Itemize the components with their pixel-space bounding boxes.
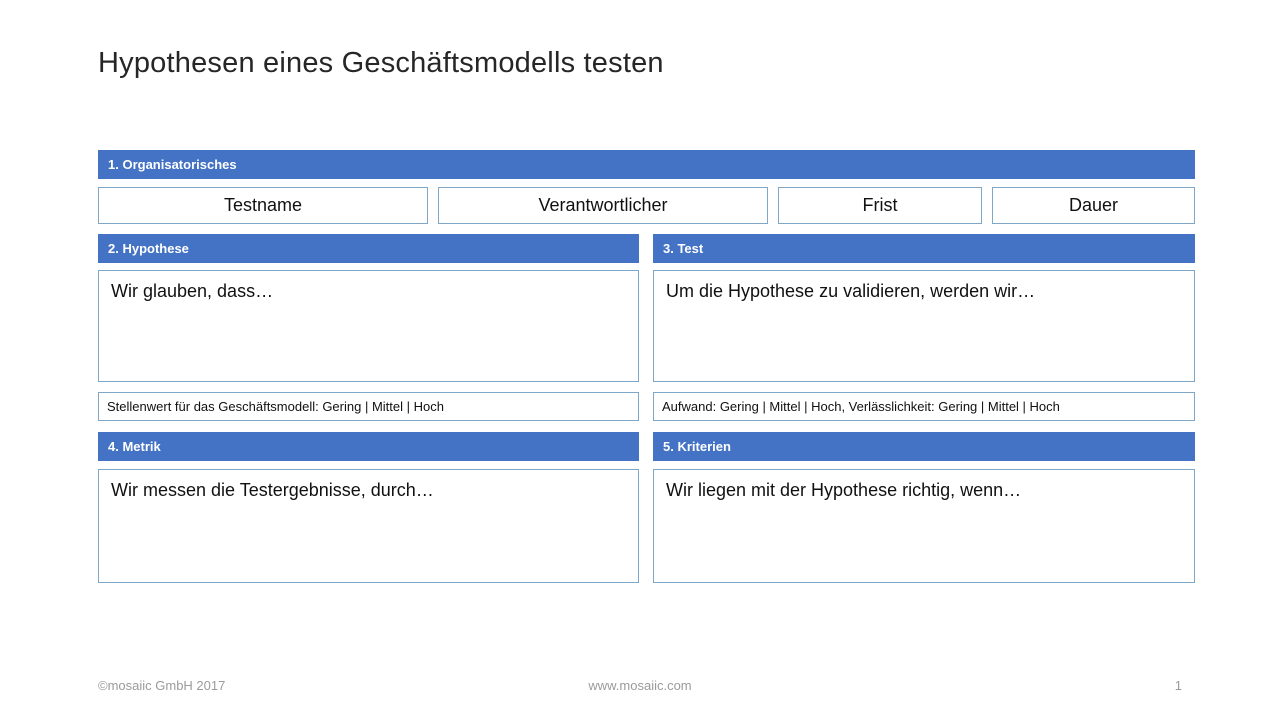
hypothese-body-box[interactable]: Wir glauben, dass… — [98, 270, 639, 382]
footer-website: www.mosaiic.com — [588, 678, 692, 693]
section-header-organisatorisches: 1. Organisatorisches — [98, 150, 1195, 179]
field-frist[interactable]: Frist — [778, 187, 982, 224]
kriterien-body-box[interactable]: Wir liegen mit der Hypothese richtig, wenn… — [653, 469, 1195, 583]
hypothese-note-box[interactable]: Stellenwert für das Geschäftsmodell: Gering | Mittel | Hoch — [98, 392, 639, 421]
footer-page-number: 1 — [1174, 678, 1182, 693]
section-header-kriterien: 5. Kriterien — [653, 432, 1195, 461]
field-dauer[interactable]: Dauer — [992, 187, 1195, 224]
section-header-test: 3. Test — [653, 234, 1195, 263]
metrik-body-box[interactable]: Wir messen die Testergebnisse, durch… — [98, 469, 639, 583]
test-body-box[interactable]: Um die Hypothese zu validieren, werden wir… — [653, 270, 1195, 382]
section-header-metrik: 4. Metrik — [98, 432, 639, 461]
footer-copyright: ©mosaiic GmbH 2017 — [98, 678, 226, 693]
field-verantwortlicher[interactable]: Verantwortlicher — [438, 187, 768, 224]
section-header-hypothese: 2. Hypothese — [98, 234, 639, 263]
test-note-box[interactable]: Aufwand: Gering | Mittel | Hoch, Verlässlichkeit: Gering | Mittel | Hoch — [653, 392, 1195, 421]
page-title: Hypothesen eines Geschäftsmodells testen — [98, 47, 664, 79]
field-testname[interactable]: Testname — [98, 187, 428, 224]
